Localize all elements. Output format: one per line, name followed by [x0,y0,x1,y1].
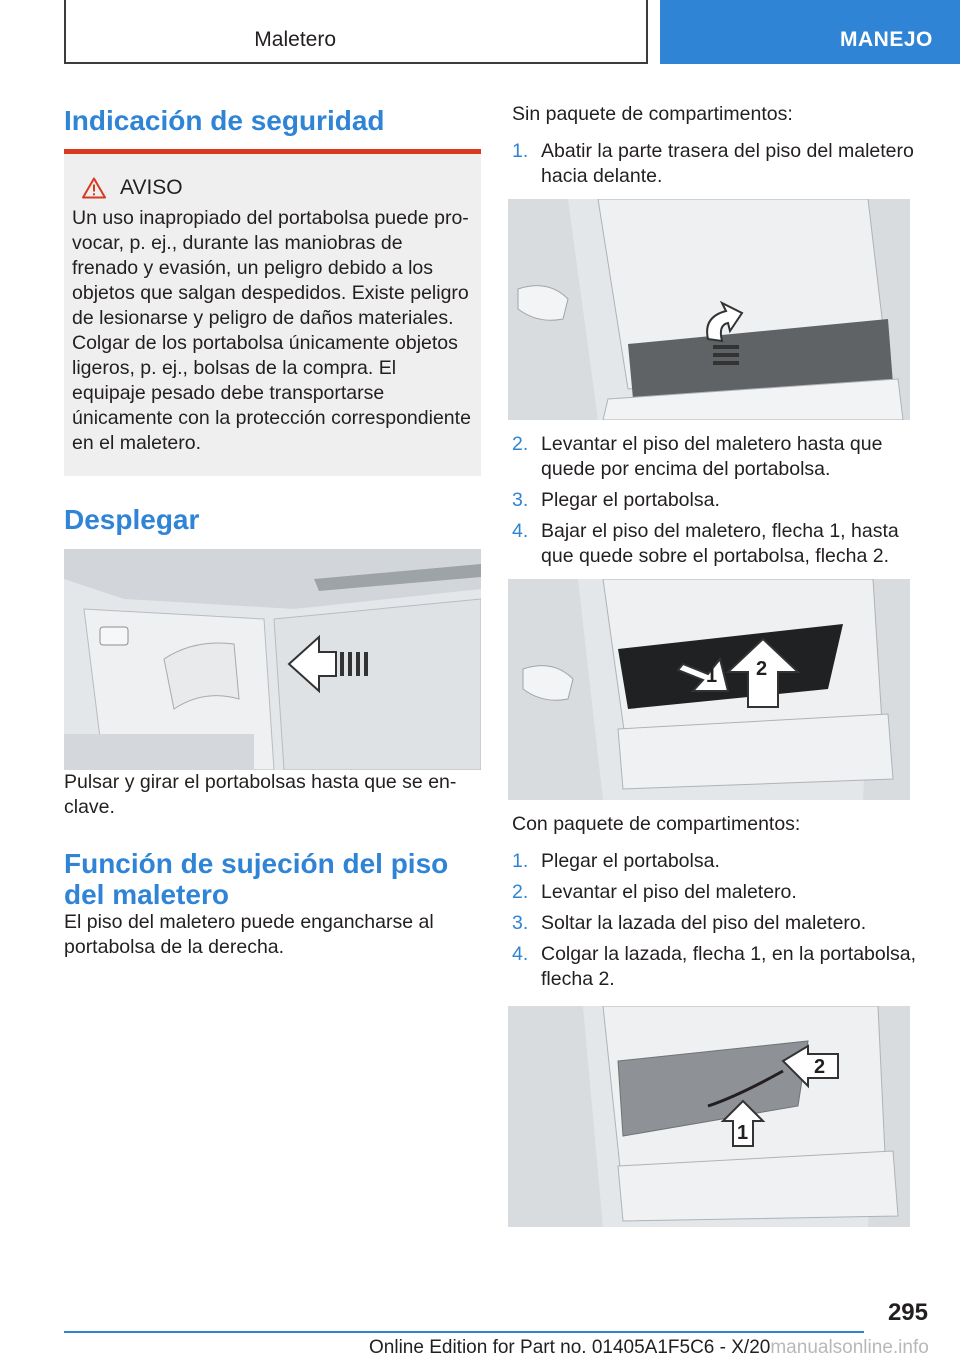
unfold-heading: Desplegar [64,504,200,535]
step-number: 1. [512,850,529,872]
lower-arrow-1-label: 1 [706,665,718,687]
step-number: 2. [512,433,529,455]
footer-edition-line [369,1337,929,1359]
step-number: 3. [512,912,529,934]
step-item [508,139,928,189]
hook-heading: Función de sujeción del piso del maletero [64,848,449,910]
step-item [508,880,928,905]
footer-rule [64,1331,864,1333]
step-item [508,942,928,992]
steps-without-list-a [508,139,928,189]
page-number: 295 [887,1299,928,1326]
header-chapter-title: MANEJO [840,28,933,51]
header-chapter-tab [660,0,960,64]
step-item [508,519,928,569]
step-text: Bajar el piso del maletero, flecha 1, hasta que quede sobre el portabolsa, flecha 2. [541,520,899,567]
hook-description: El piso del maletero puede engancharse al portabolsa de la derecha. [64,911,434,958]
step-item [508,432,928,482]
step-number: 3. [512,489,529,511]
intro-without-compartments: Sin paquete de compartimentos: [512,103,793,125]
step-number: 2. [512,881,529,903]
step-text: Colgar la lazada, flecha 1, en la portabolsa, flecha 2. [541,943,917,990]
footer-edition: Online Edition for Part no. 01405A1F5C6 - X/20 [369,1337,771,1358]
step-text: Abatir la parte trasera del piso del maletero hacia delante. [541,140,914,187]
step-text: Plegar el portabolsa. [541,850,720,872]
step-text: Soltar la lazada del piso del maletero. [541,912,867,934]
trunk-floor-lower-illustration [508,579,910,800]
trunk-floor-tilt-illustration [508,199,910,420]
step-number: 4. [512,943,529,965]
warning-label: AVISO [120,176,183,199]
left-column [64,95,481,960]
steps-without-list-b [508,432,928,569]
step-item [508,849,928,874]
step-item [508,488,928,513]
warning-triangle-icon [82,177,106,199]
step-item [508,911,928,936]
footer-brand-watermark: manualsonline.info [770,1337,929,1358]
header-section-box [64,0,648,64]
lower-arrow-2-label: 2 [756,658,768,680]
step-text: Plegar el portabolsa. [541,489,720,511]
step-text: Levantar el piso del maletero hasta que quede por encima del portabolsa. [541,433,883,480]
step-text: Levantar el piso del maletero. [541,881,797,903]
unfold-illustration [64,549,481,770]
loop-arrow-2-label: 2 [814,1056,826,1078]
header-section-title: Maletero [254,28,336,51]
steps-with-list [508,849,928,992]
step-number: 4. [512,520,529,542]
loop-arrow-1-label: 1 [737,1122,749,1144]
safety-heading: Indicación de seguridad [64,105,385,136]
step-number: 1. [512,140,529,162]
right-column [508,95,928,1227]
intro-with-compartments: Con paquete de compartimentos: [512,813,801,835]
warning-box [64,154,481,476]
unfold-instruction: Pulsar y girar el portabolsas hasta que se enclave. [64,771,457,818]
warning-header [82,176,473,200]
warning-text: Un uso inapropiado del portabolsa puede provocar, p. ej., durante las maniobras de frenado y evasión, un peligro debido a los objetos que salgan despedidos. Existe peligro de lesionarse y peligro de daños materiales. Colgar de los portabolsa únicamente objetos ligeros, p. ej., bolsas de la compra. El equipaje pesado debe transportarse únicamente con la protección correspondiente en el maletero. [72,207,471,454]
loop-hook-illustration [508,1006,910,1227]
